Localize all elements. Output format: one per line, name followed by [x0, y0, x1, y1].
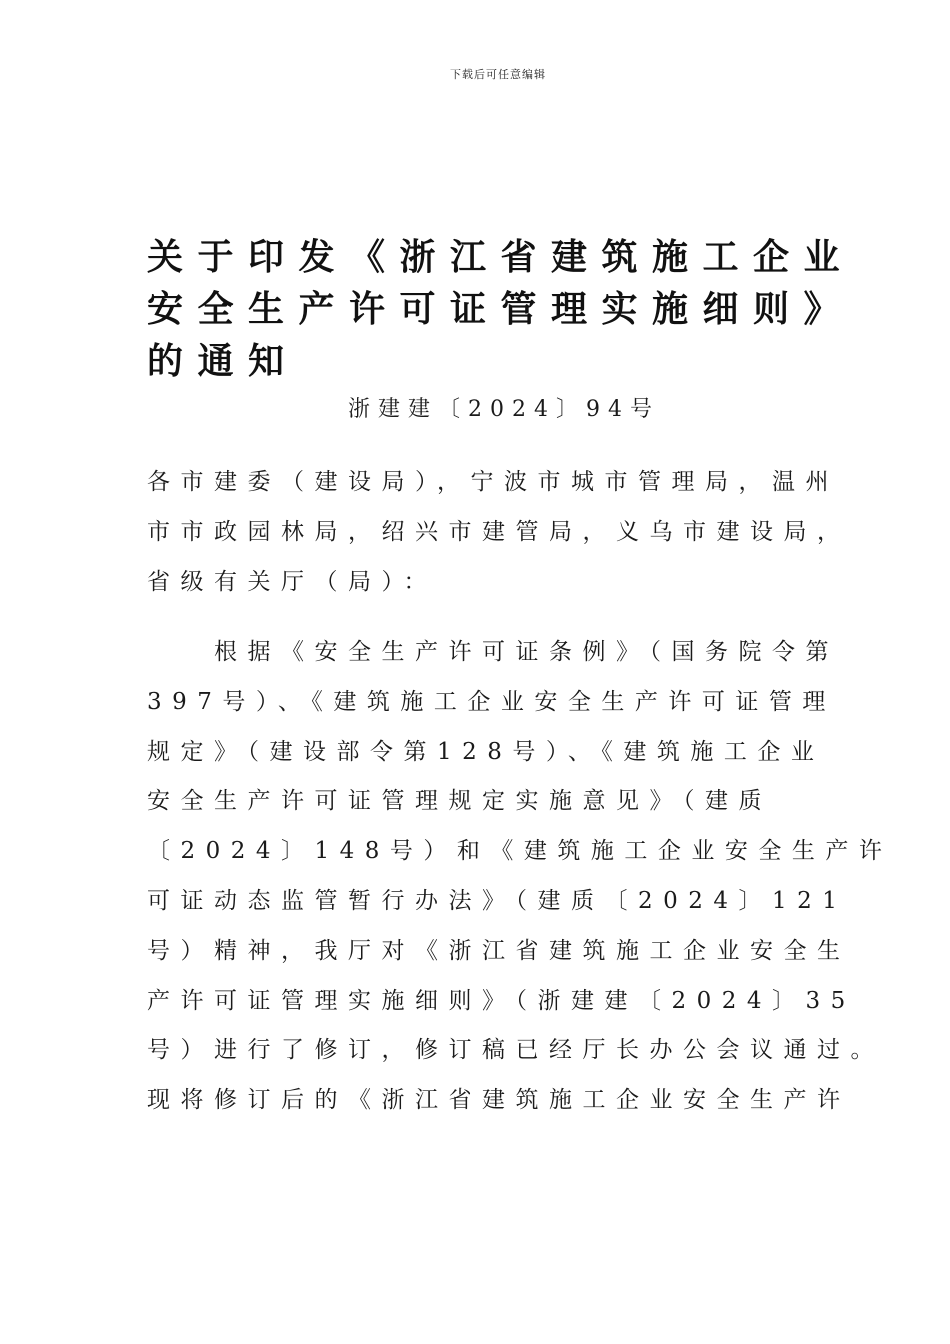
body-line: 397号）、《建筑施工企业安全生产许可证管理 — [147, 688, 836, 715]
addressee-block — [147, 458, 851, 607]
body-line: 号）精神，我厅对《浙江省建筑施工企业安全生 — [147, 937, 851, 964]
body-line: 号）进行了修订，修订稿已经厅长办公会议通过。 — [147, 1037, 884, 1064]
header-note: 下载后可任意编辑 — [450, 68, 546, 81]
addressee-line: 各市建委（建设局），宁波市城市管理局，温州 — [147, 469, 839, 495]
document-title — [147, 232, 855, 388]
body-line: 安全生产许可证管理规定实施意见》（建质 — [147, 788, 772, 815]
body-line: 〔2024〕148号）和《建筑施工企业安全生产许 — [147, 838, 893, 865]
body-line: 根据《安全生产许可证条例》（国务院令第 — [147, 639, 839, 665]
body-line: 可证动态监管暂行办法》（建质〔2024〕121 — [147, 887, 848, 914]
body-line: 规定》（建设部令第128号）、《建筑施工企业 — [147, 738, 825, 765]
title-line: 关于印发《浙江省建筑施工企业 — [147, 237, 855, 278]
addressee-line: 省级有关厅（局）： — [147, 568, 437, 595]
addressee-line: 市市政园林局，绍兴市建管局，义乌市建设局， — [147, 518, 851, 545]
body-line: 现将修订后的《浙江省建筑施工企业安全生产许 — [147, 1087, 851, 1114]
title-line: 安全生产许可证管理实施细则》 — [147, 289, 855, 330]
body-line: 产许可证管理实施细则》（浙建建〔2024〕35 — [147, 987, 856, 1014]
body-paragraph — [147, 628, 892, 1126]
document-number: 浙建建〔2024〕94号 — [348, 397, 660, 422]
title-line: 的通知 — [147, 341, 299, 382]
